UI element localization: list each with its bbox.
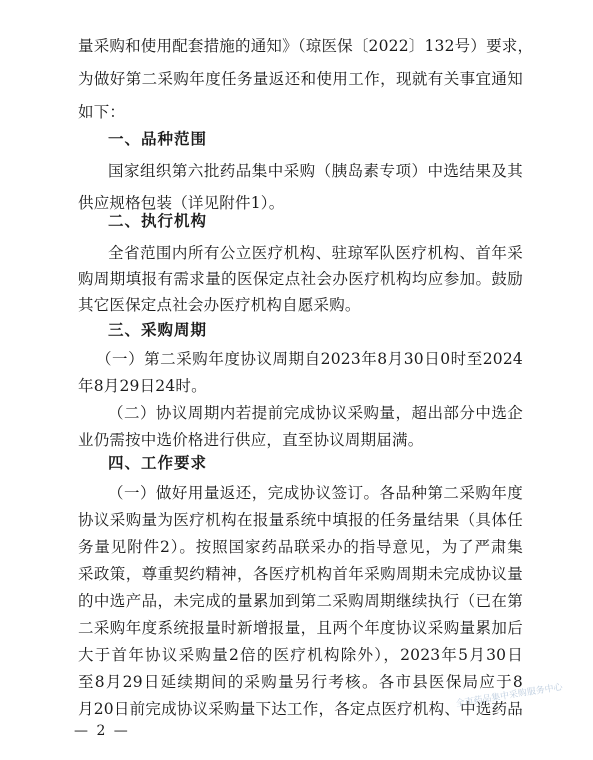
- section-4-line-8: 至8月29日延续期间的采购量另行考核。各市县医保局应于8: [78, 673, 523, 691]
- section-4-line-1: （一）做好用量返还，完成协议签订。各品种第二采购年度: [108, 484, 523, 502]
- section-1-heading: 一、品种范围: [108, 130, 208, 148]
- section-3-line-1: （一）第二采购年度协议周期自2023年8月30日0时至2024: [96, 350, 523, 368]
- section-3-heading: 三、采购周期: [108, 321, 208, 339]
- section-4-line-3: 务量见附件2）。按照国家药品联采办的指导意见，为了严肃集: [78, 538, 523, 556]
- section-4-heading: 四、工作要求: [108, 454, 208, 472]
- section-3-line-3: （二）协议周期内若提前完成协议采购量，超出部分中选企: [108, 404, 523, 422]
- section-4-line-2: 协议采购量为医疗机构在报量系统中填报的任务量结果（具体任: [78, 511, 523, 529]
- section-2-line-2: 购周期填报有需求量的医保定点社会办医疗机构均应参加。鼓励: [78, 270, 523, 288]
- intro-line-3: 如下：: [78, 103, 126, 121]
- section-4-line-9: 月20日前完成协议采购量下达工作，各定点医疗机构、中选药品: [78, 700, 523, 718]
- section-4-line-4: 采政策，尊重契约精神，各医疗机构首年采购周期未完成协议量: [78, 565, 523, 583]
- section-4-line-6: 二采购年度系统报量时新增报量，且两个年度协议采购量累加后: [78, 619, 523, 637]
- section-2-line-3: 其它医保定点社会办医疗机构自愿采购。: [78, 296, 361, 314]
- watermark-stamp: 全市药品集中采购服务中心: [455, 682, 564, 710]
- section-1-line-1: 国家组织第六批药品集中采购（胰岛素专项）中选结果及其: [108, 162, 523, 180]
- section-4-line-5: 的中选产品，未完成的量累加到第二采购周期继续执行（已在第: [78, 592, 523, 610]
- section-1-line-2: 供应规格包装（详见附件1）。: [78, 194, 285, 212]
- section-2-heading: 二、执行机构: [108, 212, 208, 230]
- section-2-line-1: 全省范围内所有公立医疗机构、驻琼军队医疗机构、首年采: [108, 244, 523, 262]
- intro-line-2: 为做好第二采购年度任务量返还和使用工作，现就有关事宜通知: [78, 70, 523, 88]
- section-3-line-4: 业仍需按中选价格进行供应，直至协议周期届满。: [78, 431, 424, 449]
- intro-line-1: 量采购和使用配套措施的通知》（琼医保〔2022〕132号）要求，: [78, 37, 534, 55]
- section-3-line-2: 年8月29日24时。: [78, 377, 207, 395]
- section-4-line-7: 大于首年协议采购量2倍的医疗机构除外），2023年5月30日: [78, 646, 523, 664]
- page-number: — 2 —: [74, 723, 130, 739]
